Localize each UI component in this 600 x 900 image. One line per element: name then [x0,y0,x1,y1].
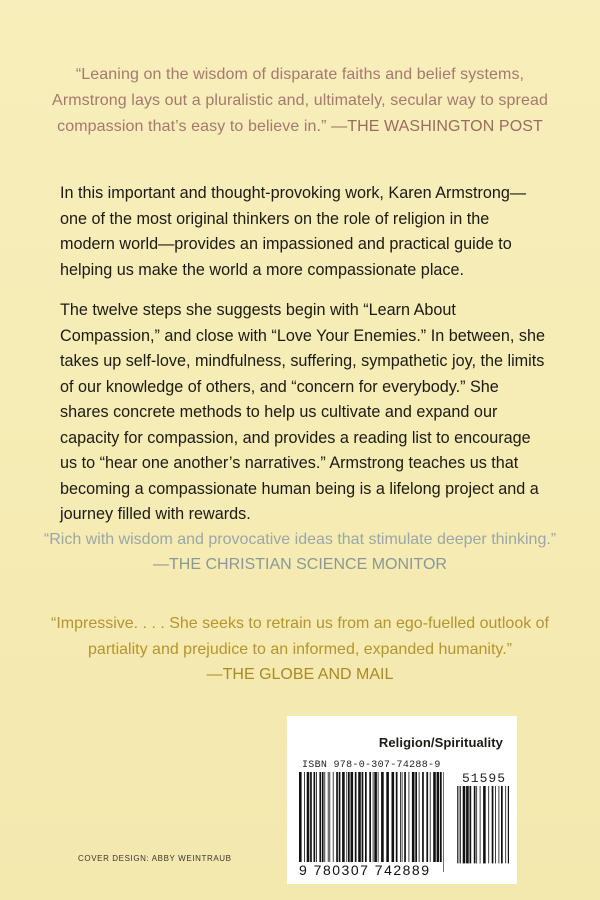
review-source: —THE GLOBE AND MAIL [206,666,394,683]
ean-barcode [299,772,444,872]
review-quote-washington-post [40,62,560,140]
review-source: —THE CHRISTIAN SCIENCE MONITOR [153,556,447,573]
review-quote-text: “Leaning on the wisdom of disparate faiths and belief systems, Armstrong lays out a pluralistic and, ultimately, secular way to spread compassion that’s easy to believe in.” [52,66,548,135]
description-paragraph-2: The twelve steps she suggests begin with “Learn About Compassion,” and close with “Love Your Enemies.” In between, she takes up self-love, mindfulness, suffering, sympathetic joy, the limits of our knowledge of others, and “concern for everybody.” She shares concrete methods to help us cultivate and expand our capacity for compassion, and provides a reading list to encourage us to “hear one another’s narratives.” Armstrong teaches us that becoming a compassionate human being is a lifelong project and a journey filled with rewards. [60,301,545,523]
barcode-panel [287,716,517,884]
description-paragraph-1: In this important and thought-provoking work, Karen Armstrong—one of the most original thinkers on the role of religion in the modern world—provides an impassioned and practical guide to helping us make the world a more compassionate place. [60,184,527,279]
ean-digits: 9 780307 742889 [299,862,431,878]
category-label: Religion/Spirituality [378,735,503,750]
review-quote-text: “Impressive. . . . She seeks to retrain us from an ego-fuelled outlook of partiality and prejudice to an informed, expanded humanity.” [50,615,549,658]
price-addon-barcode [457,786,509,872]
cover-design-credit: COVER DESIGN: ABBY WEINTRAUB [78,854,232,863]
isbn-text: ISBN 978-0-307-74288-9 [302,760,441,771]
review-quote-text: “Rich with wisdom and provocative ideas that stimulate deeper thinking.” [43,531,557,548]
price-code-text: 51595 [462,771,507,786]
review-source: —THE WASHINGTON POST [331,118,543,135]
review-quote-globe-and-mail [40,611,560,688]
review-quote-christian-science-monitor [40,527,560,577]
